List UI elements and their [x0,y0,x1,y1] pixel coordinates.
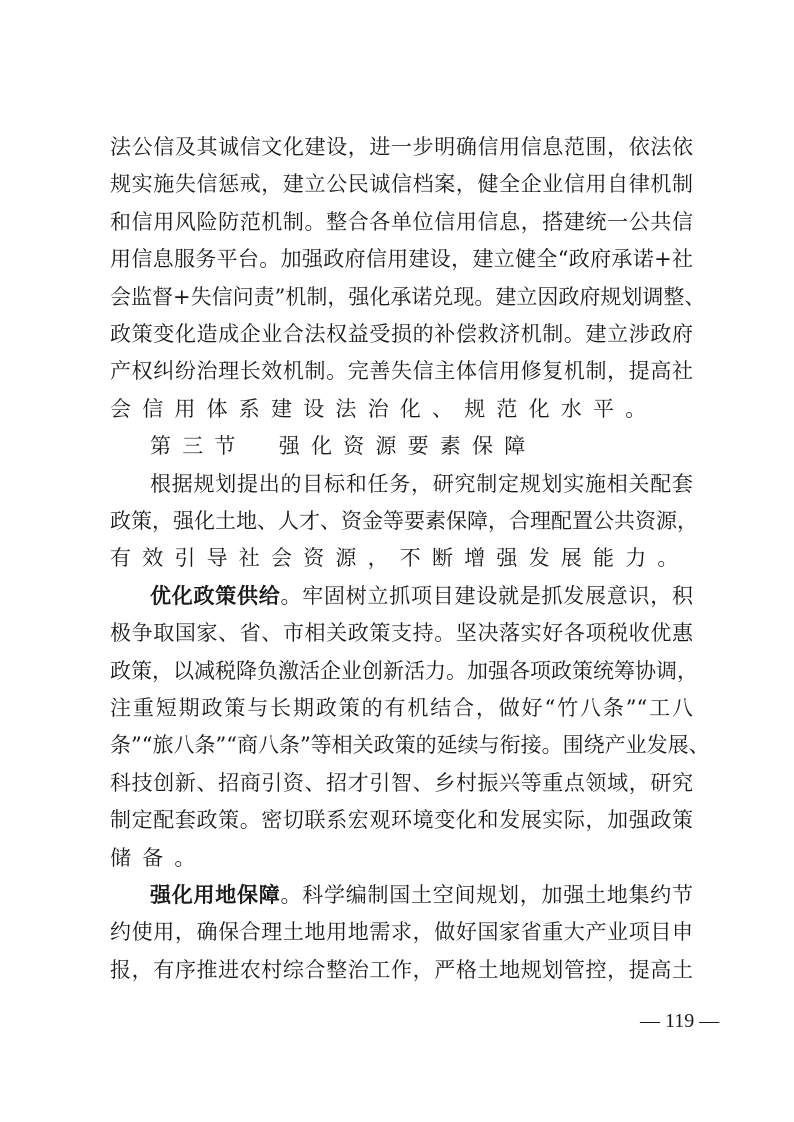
line-text: 科技创新、招商引资、招才引智、乡村振兴等重点领域，研究 [110,770,693,795]
text-line [110,618,693,648]
line-text: 法公信及其诚信文化建设，进一步明确信用信息范围，依法依 [110,135,693,159]
line-text: 政策变化造成企业合法权益受损的补偿救济机制。建立涉政府 [110,322,693,346]
line-text: 。牢固树立抓项目建设就是抓发展意识，积 [280,583,693,608]
line-text: 有效引导社会资源，不断增强发展能力。 [110,546,690,571]
bold-lead: 强化用地保障 [150,882,281,907]
text-line [110,244,693,274]
bold-lead: 优化政策供给 [150,582,281,608]
text-line [110,656,698,686]
text-line [110,917,693,947]
line-text: 根据规划提出的目标和任务，研究制定规划实施相关配套 [150,471,693,496]
text-line [110,169,693,199]
text-line [110,543,693,573]
line-text: 第三节 强化资源要素保障 [150,434,537,459]
line-text: 政策，强化土地、人才、资金等要素保障，合理配置公共资源， [110,509,698,533]
line-text: 产权纠纷治理长效机制。完善失信主体信用修复机制，提高社 [110,359,693,384]
line-text: 极争取国家、省、市相关政策支持。坚决落实好各项税收优惠 [110,621,693,646]
line-text: 报，有序推进农村综合整治工作，严格土地规划管控，提高土 [110,957,693,982]
text-line [110,132,693,162]
line-text: 约使用，确保合理土地用地需求，做好国家省重大产业项目申 [110,920,693,945]
text-line [110,282,706,312]
text-line [110,955,693,985]
line-text: 和信用风险防范机制。整合各单位信用信息，搭建统一公共信 [110,209,693,234]
text-line [110,693,693,723]
line-text: 规实施失信惩戒，建立公民诚信档案，健全企业信用自律机制 [110,172,693,197]
text-line [110,843,693,873]
line-text: 储备。 [110,845,207,870]
section-heading [150,431,693,461]
text-line [110,730,710,760]
line-text: 注重短期政策与长期政策的有机结合，做好“竹八条”“工八 [110,696,693,720]
line-text: 。科学编制国土空间规划，加强土地集约节 [280,883,693,907]
page-number: — 119 — [640,1010,720,1032]
text-line [110,356,693,386]
text-line [150,469,693,499]
text-line [150,581,693,611]
text-line [110,319,693,349]
line-text: 用信息服务平台。加强政府信用建设，建立健全“政府承诺+社 [110,247,693,272]
text-line [110,805,693,835]
text-line [110,207,693,237]
text-line [110,768,693,798]
line-text: 政策，以减税降负激活企业创新活力。加强各项政策统筹协调， [110,658,698,683]
line-text: 条”“旅八条”“商八条”等相关政策的延续与衔接。围绕产业发展、 [110,733,710,758]
text-line [110,394,693,424]
line-text: 会监督+失信问责”机制，强化承诺兑现。建立因政府规划调整、 [110,284,706,309]
line-text: 制定配套政策。密切联系宏观环境变化和发展实际，加强政策 [110,808,693,833]
text-line [150,880,693,910]
line-text: 会信用体系建设法治化、规范化水平。 [110,396,658,421]
text-line [110,506,698,536]
